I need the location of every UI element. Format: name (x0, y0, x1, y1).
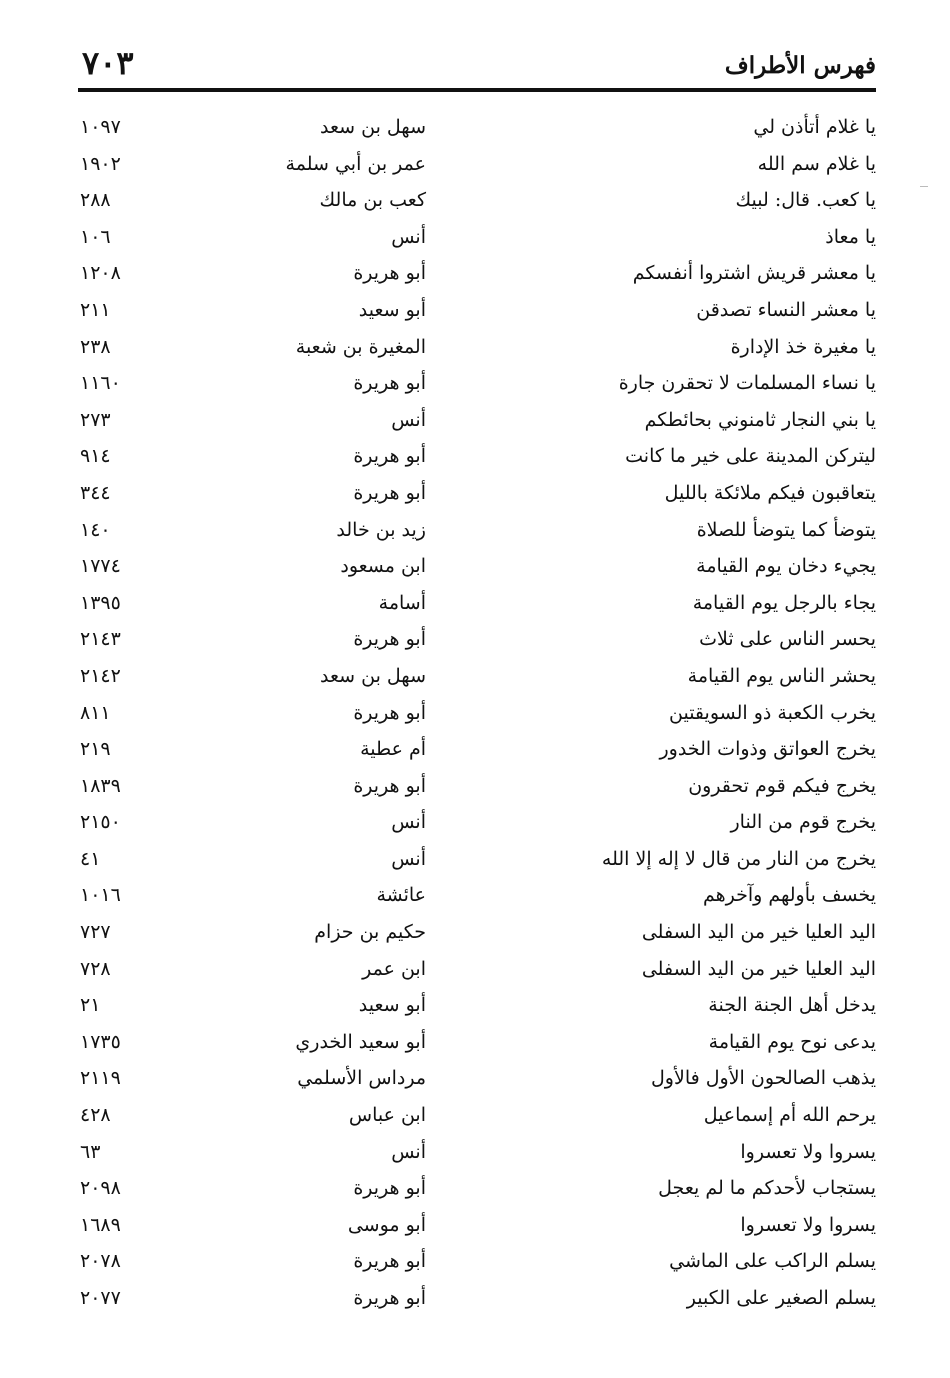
index-entry (78, 1170, 876, 1207)
narrator-name: أبو هريرة (353, 262, 426, 285)
hadith-number: ٨١١ (80, 701, 111, 724)
hadith-opening: يا كعب. قال: لبيك (735, 189, 876, 212)
index-entry (78, 1243, 876, 1280)
hadith-opening: اليد العليا خير من اليد السفلى (641, 921, 876, 944)
hadith-opening: يدخل أهل الجنة الجنة (708, 994, 876, 1017)
hadith-number: ٢٧٣ (80, 408, 111, 431)
hadith-number: ٢٠٧٧ (80, 1287, 121, 1309)
hadith-opening: يستجاب لأحدكم ما لم يعجل (658, 1177, 876, 1200)
margin-mark (920, 186, 928, 187)
index-title: فهرس الأطراف (724, 52, 876, 79)
hadith-opening: يسلم الراكب على الماشي (669, 1250, 876, 1273)
index-entry (78, 914, 876, 951)
hadith-number: ١٩٠٢ (80, 152, 121, 175)
narrator-name: أبو هريرة (353, 481, 426, 504)
hadith-number: ٢١ (80, 994, 101, 1017)
narrator-name: أبو موسى (347, 1213, 426, 1236)
hadith-number: ٢٠٧٨ (80, 1250, 121, 1273)
hadith-number: ٧٢٨ (80, 957, 111, 980)
hadith-opening: يسروا ولا تعسروا (740, 1213, 876, 1236)
index-entry (78, 182, 876, 219)
page-number: ٧٠٣ (82, 44, 134, 82)
index-entry (78, 146, 876, 183)
hadith-opening: ليتركن المدينة على خير ما كانت (625, 445, 876, 468)
index-entry (78, 585, 876, 622)
hadith-opening: يا معشر قريش اشتروا أنفسكم (632, 262, 876, 285)
narrator-name: أنس (391, 225, 426, 248)
index-entry (78, 475, 876, 512)
hadith-opening: يا بني النجار ثامنوني بحائطكم (644, 408, 876, 431)
narrator-name: أبو هريرة (353, 445, 426, 468)
index-entry (78, 731, 876, 768)
hadith-opening: يرحم الله أم إسماعيل (703, 1104, 876, 1127)
narrator-name: أبو هريرة (353, 701, 426, 724)
narrator-name: ابن عباس (348, 1104, 426, 1127)
index-entry (78, 109, 876, 146)
narrator-name: أسامة (378, 591, 426, 614)
page-header (78, 46, 876, 88)
narrator-name: أم عطية (360, 738, 426, 761)
narrator-name: أبو هريرة (353, 372, 426, 395)
hadith-number: ٢٠٩٨ (80, 1177, 121, 1200)
narrator-name: أبو سعيد (358, 994, 426, 1017)
hadith-number: ٤٢٨ (80, 1104, 111, 1127)
hadith-opening: يتوضأ كما يتوضأ للصلاة (696, 518, 876, 541)
narrator-name: عمر بن أبي سلمة (285, 152, 426, 175)
index-entry (78, 621, 876, 658)
narrator-name: عائشة (376, 884, 426, 907)
hadith-number: ١٨٣٩ (80, 774, 121, 797)
hadith-opening: يحسر الناس على ثلاث (699, 628, 876, 651)
hadith-opening: يسلم الصغير على الكبير (686, 1287, 876, 1309)
narrator-name: أبو هريرة (353, 774, 426, 797)
narrator-name: سهل بن سعد (320, 664, 426, 687)
hadith-opening: يحشر الناس يوم القيامة (687, 664, 876, 687)
hadith-number: ١٠٦ (80, 225, 111, 248)
hadith-opening: يجيء دخان يوم القيامة (696, 555, 876, 578)
narrator-name: أبو سعيد (358, 298, 426, 321)
narrator-name: أبو سعيد الخدري (295, 1030, 426, 1053)
hadith-number: ٢٨٨ (80, 189, 111, 212)
narrator-name: المغيرة بن شعبة (295, 335, 426, 358)
narrator-name: أنس (391, 1140, 426, 1163)
index-entry (78, 804, 876, 841)
hadith-opening: يخرج فيكم قوم تحقرون (688, 774, 876, 797)
index-entry (78, 548, 876, 585)
hadith-number: ٧٢٧ (80, 921, 111, 944)
index-entry (78, 987, 876, 1024)
hadith-opening: يا نساء المسلمات لا تحقرن جارة (618, 372, 876, 395)
hadith-number: ١٧٧٤ (80, 555, 121, 578)
index-entry (78, 1060, 876, 1097)
index-entry (78, 512, 876, 549)
hadith-number: ٩١٤ (80, 445, 111, 468)
hadith-opening: يا معاذ (825, 225, 876, 248)
hadith-number: ٢١٥٠ (80, 811, 121, 834)
index-entry (78, 292, 876, 329)
hadith-number: ٤١ (80, 847, 101, 870)
index-entry (78, 877, 876, 914)
hadith-opening: يسروا ولا تعسروا (740, 1140, 876, 1163)
index-entry (78, 438, 876, 475)
hadith-number: ٢١١ (80, 298, 111, 321)
hadith-opening: يا معشر النساء تصدقن (696, 298, 876, 321)
narrator-name: كعب بن مالك (319, 189, 426, 212)
narrator-name: ابن عمر (362, 957, 426, 980)
index-entry (78, 365, 876, 402)
hadith-opening: اليد العليا خير من اليد السفلى (641, 957, 876, 980)
hadith-opening: يخرب الكعبة ذو السويقتين (669, 701, 876, 724)
hadith-number: ٢١٩ (80, 738, 111, 761)
hadith-number: ١٢٠٨ (80, 262, 121, 285)
hadith-index-list (78, 109, 876, 1317)
hadith-number: ٢١١٩ (80, 1067, 121, 1090)
narrator-name: ابن مسعود (340, 555, 426, 578)
narrator-name: أنس (391, 811, 426, 834)
narrator-name: أبو هريرة (353, 1177, 426, 1200)
index-entry (78, 255, 876, 292)
hadith-number: ١٠١٦ (80, 884, 121, 907)
hadith-number: ١٣٩٥ (80, 591, 121, 614)
index-entry (78, 329, 876, 366)
hadith-opening: يخرج العواتق وذوات الخدور (659, 738, 876, 761)
hadith-number: ٢٣٨ (80, 335, 111, 358)
hadith-opening: يا غلام سم الله (757, 152, 876, 175)
hadith-number: ١٧٣٥ (80, 1030, 121, 1053)
hadith-opening: يجاء بالرجل يوم القيامة (692, 591, 876, 614)
hadith-opening: يخرج من النار من قال لا إله إلا الله (601, 847, 876, 870)
narrator-name: أبو هريرة (353, 1250, 426, 1273)
hadith-number: ١٠٩٧ (80, 116, 121, 138)
hadith-number: ١٤٠ (80, 518, 111, 541)
hadith-opening: يخرج قوم من النار (730, 811, 876, 834)
hadith-opening: يتعاقبون فيكم ملائكة بالليل (664, 481, 876, 504)
hadith-opening: يا مغيرة خذ الإدارة (730, 335, 876, 358)
header-rule (78, 88, 876, 92)
hadith-number: ٢١٤٢ (80, 664, 121, 687)
index-entry (78, 1280, 876, 1317)
hadith-number: ٦٣ (80, 1140, 101, 1163)
index-entry (78, 219, 876, 256)
hadith-number: ١١٦٠ (80, 372, 121, 395)
index-entry (78, 1207, 876, 1244)
narrator-name: سهل بن سعد (320, 116, 426, 138)
hadith-opening: يا غلام أتأذن لي (753, 116, 876, 138)
index-entry (78, 695, 876, 732)
index-entry (78, 841, 876, 878)
narrator-name: مرداس الأسلمي (297, 1067, 426, 1090)
index-entry (78, 768, 876, 805)
narrator-name: أنس (391, 847, 426, 870)
narrator-name: حكيم بن حزام (314, 921, 426, 944)
narrator-name: أنس (391, 408, 426, 431)
hadith-opening: يذهب الصالحون الأول فالأول (651, 1067, 876, 1090)
index-entry (78, 1134, 876, 1171)
narrator-name: أبو هريرة (353, 1287, 426, 1309)
hadith-number: ٣٤٤ (80, 481, 111, 504)
index-entry (78, 1024, 876, 1061)
index-entry (78, 658, 876, 695)
hadith-opening: يخسف بأولهم وآخرهم (702, 884, 876, 907)
index-entry (78, 402, 876, 439)
index-entry (78, 951, 876, 988)
index-entry (78, 1097, 876, 1134)
hadith-number: ٢١٤٣ (80, 628, 121, 651)
narrator-name: أبو هريرة (353, 628, 426, 651)
hadith-number: ١٦٨٩ (80, 1213, 121, 1236)
narrator-name: زيد بن خالد (336, 518, 426, 541)
hadith-opening: يدعى نوح يوم القيامة (708, 1030, 876, 1053)
